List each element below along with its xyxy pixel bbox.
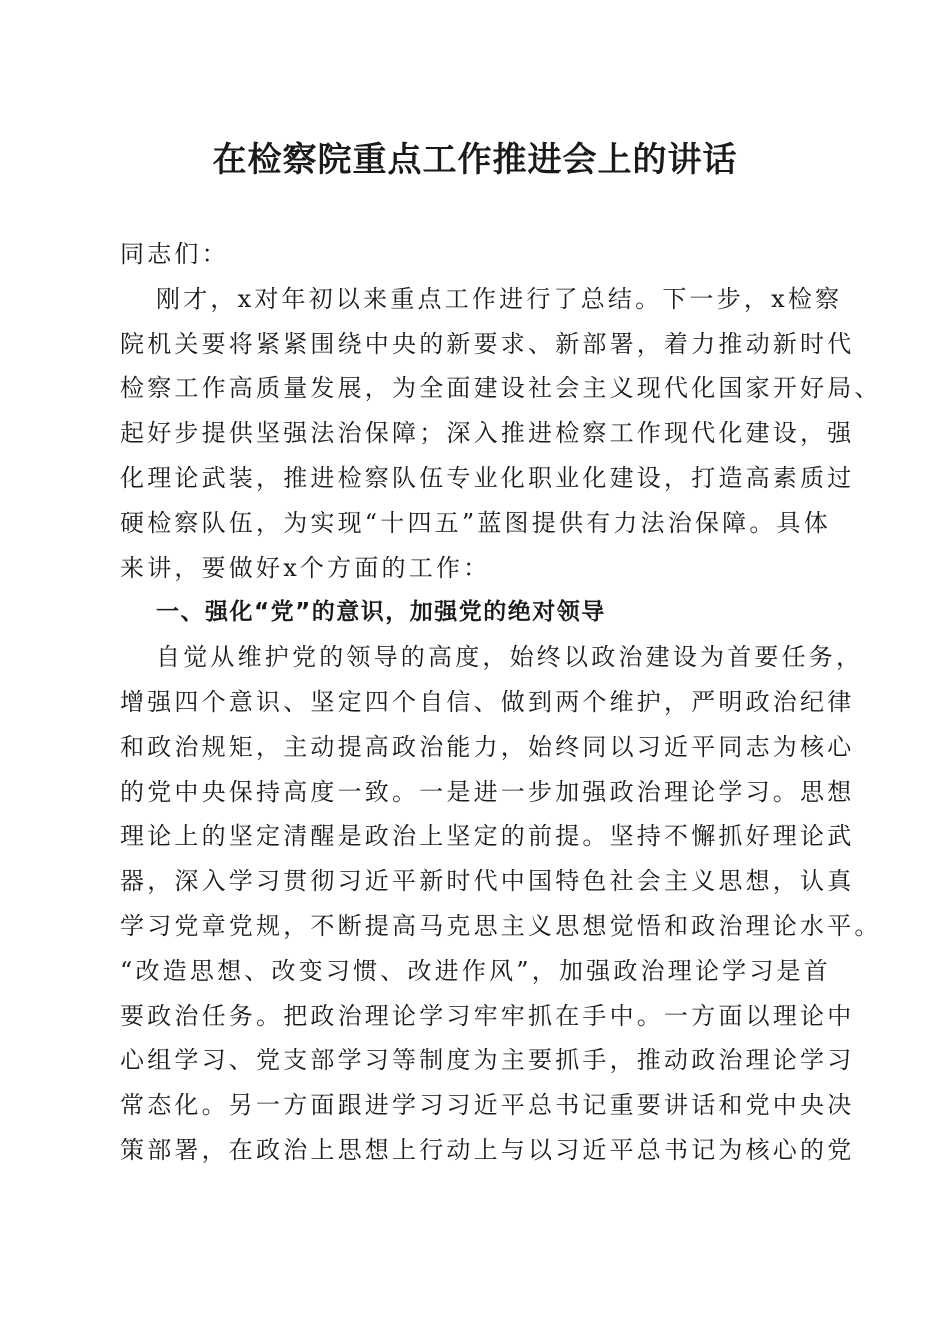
paragraph-line: 检察工作高质量发展，为全面建设社会主义现代化国家开好局、 [120,374,882,403]
document-title: 在检察院重点工作推进会上的讲话 [212,140,738,180]
paragraph-line: 的党中央保持高度一致。一是进一步加强政治理论学习。思想 [120,777,855,806]
paragraph-line: 常态化。另一方面跟进学习习近平总书记重要讲话和党中央决 [120,1091,855,1120]
paragraph-line: 心组学习、党支部学习等制度为主要抓手，推动政治理论学习 [120,1046,855,1075]
paragraph-line: 增强四个意识、坚定四个自信、做到两个维护，严明政治纪律 [120,687,855,716]
paragraph-line: 策部署，在政治上思想上行动上与以习近平总书记为核心的党 [120,1135,855,1164]
greeting: 同志们： [120,240,229,268]
paragraph-line: 来讲，要做好x个方面的工作： [120,553,491,582]
paragraph-line: 刚才，x对年初以来重点工作进行了总结。下一步，x检察 [156,284,843,313]
paragraph-line: 起好步提供坚强法治保障；深入推进检察工作现代化建设，强 [120,419,855,448]
paragraph-line: 和政治规矩，主动提高政治能力，始终同以习近平同志为核心 [120,732,855,761]
paragraph-line: 硬检察队伍，为实现“十四五”蓝图提供有力法治保障。具体 [120,508,831,537]
paragraph-line: 学习党章党规，不断提高马克思主义思想觉悟和政治理论水平。 [120,911,882,940]
section-heading: 一、强化“党”的意识，加强党的绝对领导 [156,599,606,626]
paragraph-line: 自觉从维护党的领导的高度，始终以政治建设为首要任务， [156,643,864,672]
paragraph-line: 器，深入学习贯彻习近平新时代中国特色社会主义思想，认真 [120,867,855,896]
paragraph-line: 化理论武装，推进检察队伍专业化职业化建设，打造高素质过 [120,463,855,492]
paragraph-line: 理论上的坚定清醒是政治上坚定的前提。坚持不懈抓好理论武 [120,822,855,851]
paragraph-line: 要政治任务。把政治理论学习牢牢抓在手中。一方面以理论中 [120,1001,855,1030]
document-body [120,232,882,1173]
paragraph-line: “改造思想、改变习惯、改进作风”，加强政治理论学习是首 [120,956,831,985]
paragraph-line: 院机关要将紧紧围绕中央的新要求、新部署，着力推动新时代 [120,329,855,358]
